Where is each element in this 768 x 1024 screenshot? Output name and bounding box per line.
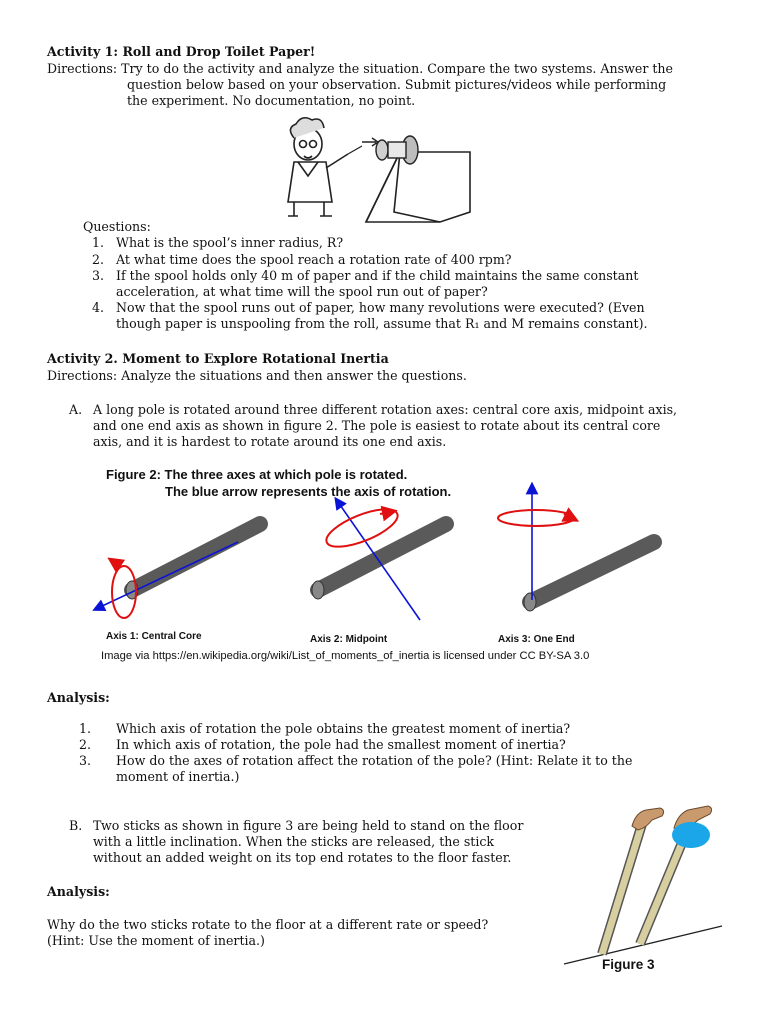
analysis1-item1-number: 1. [79,721,92,736]
part-b-line3: without an added weight on its top end rotates to the floor faster. [93,850,512,865]
axis3-red-ring [498,510,574,526]
question-3-text-line2: acceleration, at what time will the spool run out of paper? [116,284,488,299]
question-3-text-line1: If the spool holds only 40 m of paper and if the child maintains the same constant [116,268,639,283]
scientist-figure [288,118,362,216]
question-4-number: 4. [92,300,105,315]
part-b-line2: with a little inclination. When the sticks are released, the stick [93,834,495,849]
axis3-pole [530,542,654,602]
axis1-blue-arrow [98,542,238,608]
axis2-midpoint [312,502,446,620]
analysis2-label: Analysis: [47,884,110,899]
figure3-label: Figure 3 [602,957,655,972]
stick-with-weight [640,838,684,944]
spools [362,136,418,164]
question-4-text-line2: though paper is unspooling from the roll, assume that R₁ and M remains constant). [116,316,648,331]
question-4-text-line1: Now that the spool runs out of paper, how many revolutions were executed? (Even [116,300,645,315]
analysis1-item3-text-line1: How do the axes of rotation affect the rotation of the pole? (Hint: Relate it to the [116,753,633,768]
axis1-pole [132,524,260,590]
part-b-line1: Two sticks as shown in figure 3 are being held to stand on the floor [93,818,524,833]
question-2-text: At what time does the spool reach a rotation rate of 400 rpm? [116,252,512,267]
stick-without-weight [602,824,642,954]
figure2-credit: Image via https://en.wikipedia.org/wiki/List_of_moments_of_inertia is licensed under CC BY-SA 3.0 [101,650,590,662]
part-a-letter: A. [69,402,83,417]
question-1-number: 1. [92,235,105,250]
analysis1-label: Analysis: [47,690,110,705]
questions-label: Questions: [83,219,151,234]
figure3-sticks [562,804,732,968]
part-b-letter: B. [69,818,83,833]
figure2-pole-axes [90,480,690,630]
question-1-text: What is the spool’s inner radius, R? [116,235,344,250]
activity1-title: Activity 1: Roll and Drop Toilet Paper! [47,44,316,59]
blue-weight [672,822,710,848]
figure2-title-line2: The blue arrow represents the axis of rotation. [165,484,452,499]
figure2-label-axis1: Axis 1: Central Core [106,631,202,642]
axis3-one-end [498,488,654,611]
question-3-number: 3. [92,268,105,283]
activity1-directions-line1: Directions: Try to do the activity and analyze the situation. Compare the two systems. Answer the [47,61,673,76]
scientist-ramp-illustration [270,112,480,232]
activity1-directions-line3: the experiment. No documentation, no point. [127,93,416,108]
part-a-line2: and one end axis as shown in figure 2. The pole is easiest to rotate about its central core [93,418,661,433]
part-a-line1: A long pole is rotated around three different rotation axes: central core axis, midpoint axis, [93,402,678,417]
activity1-directions-line2: question below based on your observation. Submit pictures/videos while performing [127,77,667,92]
analysis2-line2: (Hint: Use the moment of inertia.) [47,933,265,948]
ramp [366,152,470,222]
analysis2-line1: Why do the two sticks rotate to the floor at a different rate or speed? [47,917,489,932]
question-2-number: 2. [92,252,105,267]
left-hand [632,808,664,830]
axis1-central-core [98,524,260,618]
axis2-pole [318,524,446,590]
analysis1-item3-text-line2: moment of inertia.) [116,769,240,784]
figure2-label-axis3: Axis 3: One End [498,634,575,645]
analysis1-item2-number: 2. [79,737,92,752]
analysis1-item3-number: 3. [79,753,92,768]
part-a-line3: axis, and it is hardest to rotate around its one end axis. [93,434,447,449]
activity2-title: Activity 2. Moment to Explore Rotational Inertia [47,351,389,366]
figure2-label-axis2: Axis 2: Midpoint [310,634,388,645]
analysis1-item1-text: Which axis of rotation the pole obtains the greatest moment of inertia? [116,721,571,736]
figure2-title-line1: Figure 2: The three axes at which pole is rotated. [106,467,408,482]
activity2-directions: Directions: Analyze the situations and then answer the questions. [47,368,467,383]
analysis1-item2-text: In which axis of rotation, the pole had the smallest moment of inertia? [116,737,566,752]
